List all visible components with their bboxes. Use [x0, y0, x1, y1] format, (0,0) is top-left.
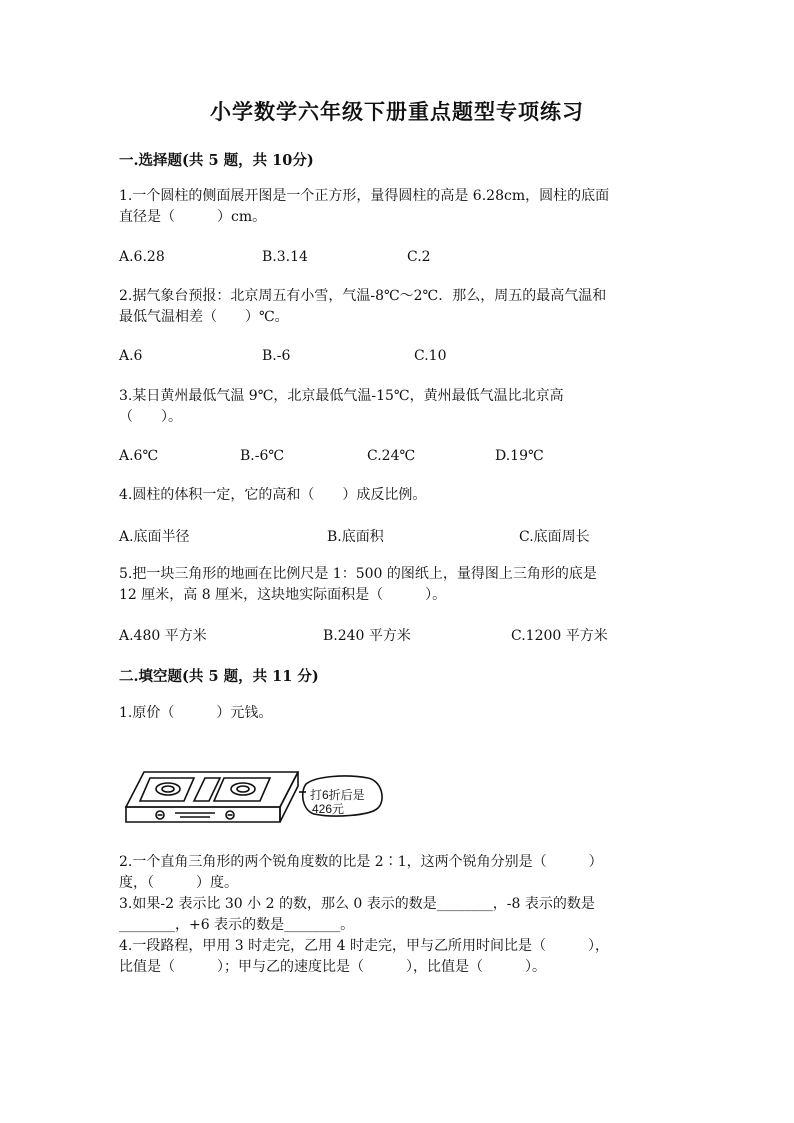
- question-text-line: 12 厘米，高 8 厘米，这块地实际面积是（ ）。: [119, 587, 447, 603]
- question-text-line: 3.某日黄州最低气温 9℃，北京最低气温-15℃，黄州最低气温比北京高: [119, 388, 564, 404]
- option-b: B.3.14: [262, 249, 308, 265]
- section-heading-fill: 二.填空题(共 5 题，共 11 分): [119, 668, 319, 685]
- question-text-line: 1.原价（ ）元钱。: [119, 705, 273, 721]
- question-text-line: 5.把一块三角形的地画在比例尺是 1：500 的图纸上，量得图上三角形的底是: [119, 566, 597, 582]
- question-3: [119, 386, 679, 428]
- option-d: D.19℃: [495, 448, 544, 464]
- question-text-line: 1.一个圆柱的侧面展开图是一个正方形，量得圆柱的高是 6.28cm，圆柱的底面: [119, 188, 610, 204]
- option-c: C.底面周长: [519, 529, 590, 545]
- question-text-line: 最低气温相差（ ）℃。: [119, 309, 289, 325]
- fill-question-2: [119, 852, 679, 894]
- gas-stove-illustration: [120, 762, 386, 832]
- question-5: [119, 564, 679, 606]
- question-text-line: 3.如果-2 表示比 30 小 2 的数，那么 0 表示的数是________，-8 表示的数是: [119, 896, 595, 912]
- section-heading-choice: 一.选择题(共 5 题，共 10分): [119, 152, 314, 169]
- option-b: B.-6: [262, 348, 291, 364]
- question-text-line: 直径是（ ）cm。: [119, 209, 267, 225]
- question-text-line: 2.据气象台预报：北京周五有小雪，气温-8℃～2℃．那么，周五的最高气温和: [119, 288, 607, 304]
- question-text-line: ________，+6 表示的数是________。: [119, 917, 355, 933]
- option-c: C.24℃: [367, 448, 416, 464]
- question-text-line: 比值是（ ）；甲与乙的速度比是（ ），比值是（ ）。: [119, 959, 546, 975]
- option-a: A.480 平方米: [119, 628, 207, 644]
- option-a: A.6℃: [119, 448, 159, 464]
- option-c: C.1200 平方米: [511, 628, 608, 644]
- option-b: B.240 平方米: [323, 628, 411, 644]
- option-c: C.2: [407, 249, 431, 265]
- option-c: C.10: [414, 348, 447, 364]
- fill-question-3: [119, 894, 679, 936]
- price-bubble-line2: 426元: [312, 802, 345, 816]
- price-bubble-line1: 打6折后是: [310, 788, 365, 802]
- question-text-line: （ ）。: [119, 409, 182, 425]
- question-text-line: 4.圆柱的体积一定，它的高和（ ）成反比例。: [119, 487, 427, 503]
- option-a: A.底面半径: [119, 529, 190, 545]
- option-a: A.6.28: [119, 249, 165, 265]
- option-a: A.6: [119, 348, 143, 364]
- question-text-line: 4.一段路程，甲用 3 时走完，乙用 4 时走完，甲与乙所用时间比是（ ），: [119, 938, 609, 954]
- question-text-line: 度，（ ）度。: [119, 875, 238, 891]
- page-title: 小学数学六年级下册重点题型专项练习: [210, 99, 584, 124]
- option-b: B.底面积: [327, 529, 384, 545]
- question-2: [119, 286, 679, 328]
- question-text-line: 2.一个直角三角形的两个锐角度数的比是 2∶1，这两个锐角分别是（ ）: [119, 854, 603, 870]
- question-4: [119, 485, 679, 506]
- fill-question-1: [119, 703, 679, 724]
- question-1: [119, 186, 679, 228]
- fill-question-4: [119, 936, 679, 978]
- option-b: B.-6℃: [240, 448, 285, 464]
